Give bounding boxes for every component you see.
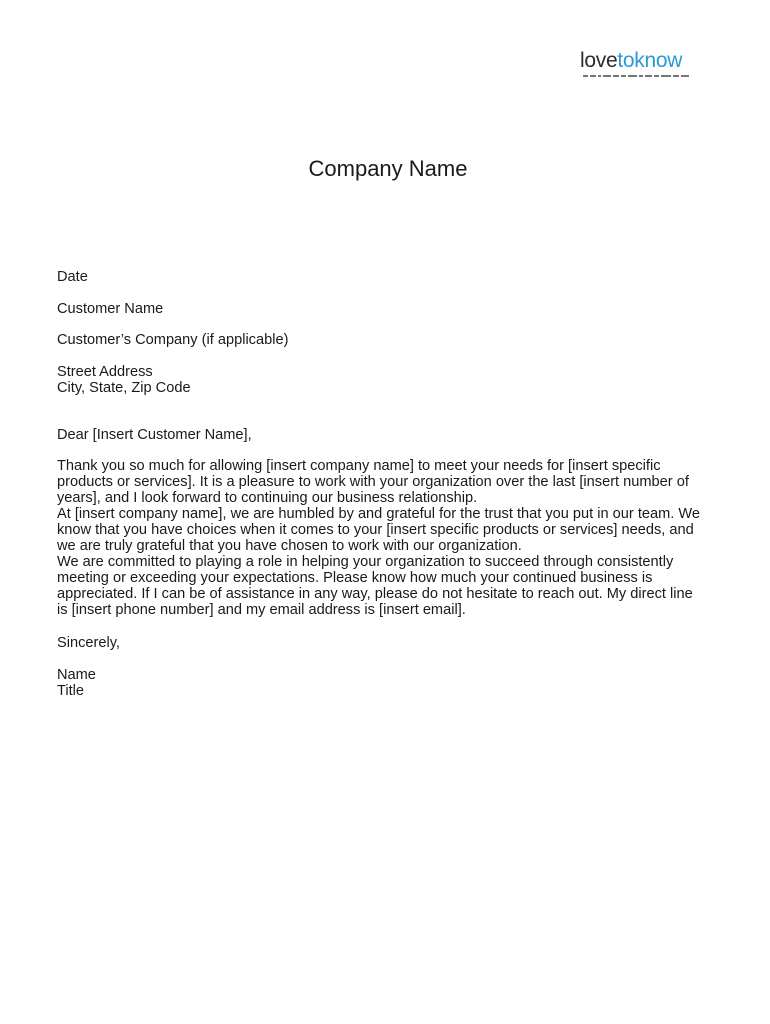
city-state-zip-line: City, State, Zip Code [57,380,191,396]
body-line: is [insert phone number] and my email address is [insert email]. [57,602,466,618]
letter-body [57,269,727,699]
logo-word-know: know [634,49,683,72]
logo-word-to: to [617,49,635,72]
body-line: appreciated. If I can be of assistance in any way, please do not hesitate to reach out. My direct line [57,586,693,602]
logo-word-love: love [580,49,618,72]
body-line: meeting or exceeding your expectations. Please know how much your continued business is [57,570,653,586]
company-name-heading: Company Name [308,156,468,181]
body-line: products or services]. It is a pleasure to work with your organization over the last [insert number of [57,474,689,490]
customer-company-line: Customer’s Company (if applicable) [57,332,289,348]
closing-line: Sincerely, [57,635,120,651]
signature-title-line: Title [57,683,85,699]
body-line: Thank you so much for allowing [insert company name] to meet your needs for [insert specific [57,458,661,474]
logo-tagline [583,73,691,82]
lovetoknow-logo [580,50,700,84]
customer-name-line: Customer Name [57,301,164,317]
signature-name-line: Name [57,667,96,683]
street-address-line: Street Address [57,364,153,380]
date-line: Date [57,269,88,285]
logo-wordmark [580,50,682,72]
salutation-line: Dear [Insert Customer Name], [57,427,252,443]
body-line: know that you have choices when it comes to your [insert specific products or services] needs, and [57,522,694,538]
body-line: We are committed to playing a role in helping your organization to succeed through consistently [57,554,674,570]
body-line: we are truly grateful that you have chosen to work with our organization. [57,538,522,554]
logo-tagline-squiggle [583,73,691,79]
body-line: At [insert company name], we are humbled by and grateful for the trust that you put in our team. We [57,506,701,522]
body-line: years], and I look forward to continuing our business relationship. [57,490,478,506]
